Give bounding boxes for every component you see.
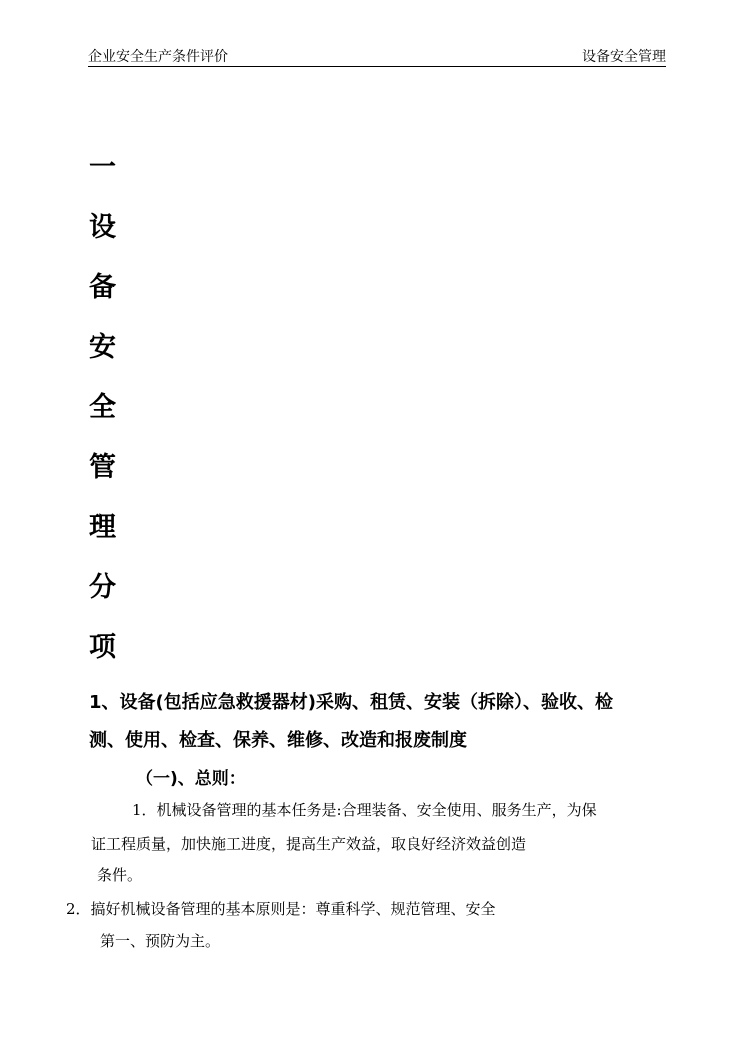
paragraph-1-line-1: 1．机械设备管理的基本任务是:合理装备、安全使用、服务生产，为保 (132, 801, 597, 819)
paragraph-2-line-2: 第一、预防为主。 (100, 932, 221, 950)
vertical-title-char: 一 (89, 152, 116, 183)
page-header (88, 50, 666, 67)
section-heading-line-1: 1、设备(包括应急救援器材)采购、租赁、安装（拆除）、验收、检 (89, 692, 613, 713)
vertical-title-char: 理 (89, 512, 116, 543)
vertical-title (89, 148, 129, 688)
paragraph-1-line-2: 证工程质量，加快施工进度，提高生产效益，取良好经济效益创造 (91, 835, 527, 853)
header-left-title: 企业安全生产条件评价 (88, 49, 228, 65)
paragraph-1-line-3: 条件。 (97, 866, 143, 884)
paragraph-2-line-1: 2．搞好机械设备管理的基本原则是：尊重科学、规范管理、安全 (66, 900, 496, 918)
vertical-title-char: 安 (89, 332, 116, 363)
vertical-title-char: 设 (89, 212, 116, 243)
section-heading-line-2: 测、使用、检查、保养、维修、改造和报废制度 (89, 730, 467, 751)
vertical-title-char: 分 (89, 572, 116, 603)
vertical-title-char: 全 (89, 392, 116, 423)
header-right-title: 设备安全管理 (582, 49, 666, 65)
vertical-title-char: 备 (89, 272, 116, 303)
vertical-title-char: 管 (89, 452, 116, 483)
subsection-heading: （一)、总则： (136, 769, 246, 789)
vertical-title-char: 项 (89, 632, 116, 663)
